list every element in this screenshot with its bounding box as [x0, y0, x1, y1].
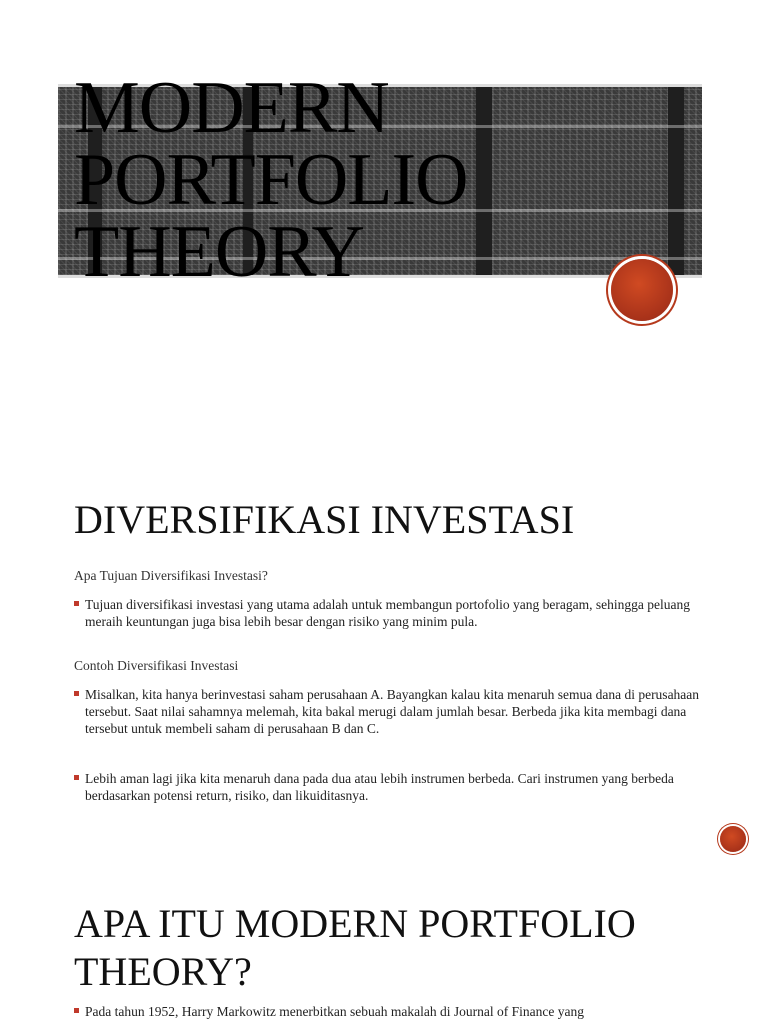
- banner-stripe: [668, 87, 684, 275]
- main-title-line: MODERN: [74, 67, 389, 149]
- accent-circle-icon: [720, 826, 746, 852]
- banner-stripe: [476, 87, 492, 275]
- slide-body: [74, 568, 704, 804]
- slide-heading: DIVERSIFIKASI INVESTASI: [74, 497, 575, 542]
- slide-apa-itu-mpt: [0, 860, 768, 1024]
- bullet-item: Tujuan diversifikasi investasi yang utama adalah untuk membangun portofolio yang beragam, sehingga peluang meraih keuntungan juga bisa lebih besar dengan risiko yang minim pula.: [74, 596, 704, 630]
- subheading: Contoh Diversifikasi Investasi: [74, 658, 239, 673]
- bullet-item: Misalkan, kita hanya berinvestasi saham perusahaan A. Bayangkan kalau kita menaruh semua dana di perusahaan tersebut. Saat nilai sahamnya melemah, kita bakal merugi dalam jumlah besar. Berbeda jika kita membagi dana tersebut untuk membeli saham di perusahaan B dan C.: [74, 686, 704, 737]
- bullet-item: Lebih aman lagi jika kita menaruh dana pada dua atau lebih instrumen berbeda. Cari instrumen yang berbeda berdasarkan potensi return, risiko, dan likuiditasnya.: [74, 770, 704, 804]
- slide-heading: APA ITU MODERN PORTFOLIO THEORY?: [74, 901, 636, 994]
- slide-diversifikasi: [0, 420, 768, 860]
- accent-circle-icon: [611, 259, 673, 321]
- main-title-line: PORTFOLIO: [74, 139, 468, 221]
- subheading: Apa Tujuan Diversifikasi Investasi?: [74, 568, 268, 583]
- bullet-item: Pada tahun 1952, Harry Markowitz menerbitkan sebuah makalah di Journal of Finance yang: [74, 1003, 704, 1020]
- main-title-line: THEORY: [74, 211, 364, 293]
- main-title: [74, 67, 468, 293]
- slide-title: [0, 0, 768, 420]
- slide-body: [74, 1003, 704, 1020]
